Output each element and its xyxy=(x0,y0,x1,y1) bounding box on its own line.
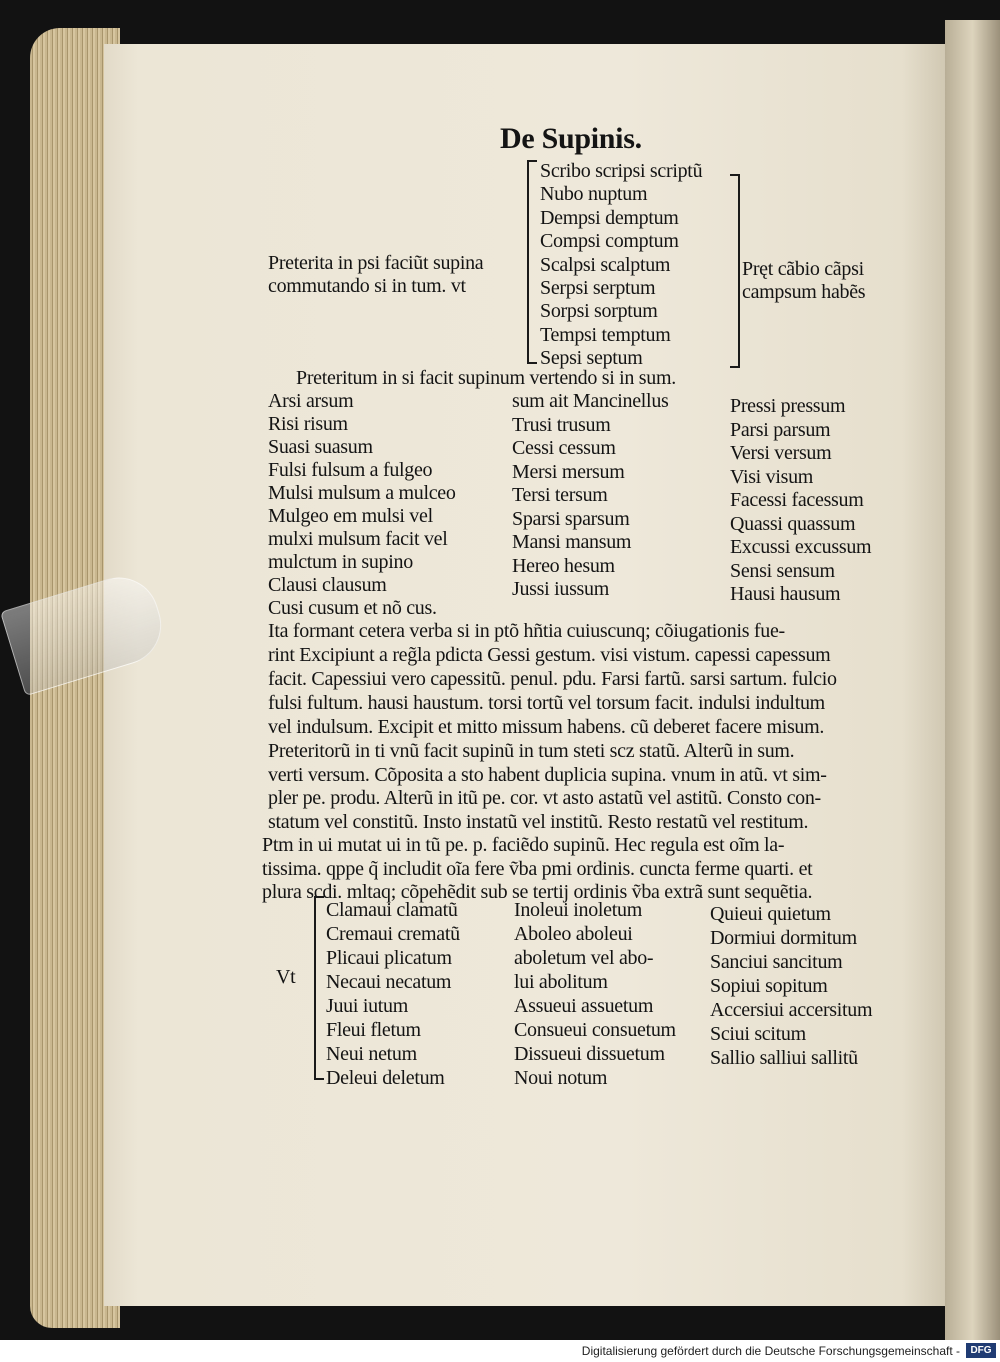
verb-entry: Serpsi serptum xyxy=(540,277,656,299)
text-line: Ita formant cetera verba si in ptõ hñtia cuiuscunq; cõiugationis fue- xyxy=(268,620,785,642)
verb-entry: Scribo scripsi scriptũ xyxy=(540,160,703,182)
verb-entry: Noui notum xyxy=(514,1067,608,1089)
verb-entry: Tersi tersum xyxy=(512,484,608,506)
verb-entry: Sorpsi sorptum xyxy=(540,300,658,323)
verb-entry: Dissueui dissuetum xyxy=(514,1043,665,1065)
verb-entry: Facessi facessum xyxy=(730,489,864,511)
lower-brace xyxy=(314,896,324,1080)
page-title: De Supinis. xyxy=(500,122,642,155)
verb-entry: Suasi suasum xyxy=(268,436,373,458)
verb-entry: Mulsi mulsum a mulceo xyxy=(268,482,456,504)
vt-label: Vt xyxy=(276,966,296,988)
verb-entry: Cessi cessum xyxy=(512,437,616,459)
verb-entry: Parsi parsum xyxy=(730,418,831,441)
verb-entry: lui abolitum xyxy=(514,971,608,993)
verb-entry: Sanciui sancitum xyxy=(710,951,843,973)
verb-entry: aboletum vel abo- xyxy=(514,947,654,969)
dfg-logo: DFG xyxy=(966,1343,996,1358)
verb-entry: Mersi mersum xyxy=(512,460,625,483)
verb-entry: Sensi sensum xyxy=(730,559,835,582)
verb-entry: Sparsi sparsum xyxy=(512,507,630,530)
verb-entry: sum ait Mancinellus xyxy=(512,390,669,412)
right-brace xyxy=(730,174,740,368)
verb-entry: Risi risum xyxy=(268,413,348,435)
verb-entry: Hausi hausum xyxy=(730,583,841,605)
verb-entry: Cusi cusum et nõ cus. xyxy=(268,597,437,619)
verb-entry: Neui netum xyxy=(326,1043,417,1065)
text-line: plura scdi. mltaq; cõpehẽdit sub se tertij ordinis ṽba extrã sunt sequẽtia. xyxy=(262,881,813,903)
footer-credit: Digitalisierung gefördert durch die Deutsche Forschungsgemeinschaft - xyxy=(581,1344,960,1358)
verb-entry: Assueui assuetum xyxy=(514,995,654,1017)
verb-entry: mulctum in supino xyxy=(268,551,413,573)
verb-entry: Scalpsi scalptum xyxy=(540,253,671,276)
text-line: vel indulsum. Excipit et mitto missum habens. cũ deberet facere misum. xyxy=(268,716,825,738)
verb-entry: Aboleo aboleui xyxy=(514,923,633,945)
verb-entry: Mansi mansum xyxy=(512,531,632,553)
verb-entry: Excussi excussum xyxy=(730,536,872,558)
footer-bar xyxy=(0,1340,1000,1362)
text-line: fulsi fultum. hausi haustum. torsi tortũ vel torsum facit. indulsi indultum xyxy=(268,692,825,714)
verb-entry: Clamaui clamatũ xyxy=(326,899,458,921)
intro-line: Preteritum in si facit supinum vertendo si in sum. xyxy=(296,367,676,389)
verb-entry: mulxi mulsum facit vel xyxy=(268,528,448,550)
verb-entry: Nubo nuptum xyxy=(540,183,648,206)
verb-entry: Arsi arsum xyxy=(268,390,354,412)
verb-entry: Consueui consuetum xyxy=(514,1019,676,1041)
verb-entry: Visi visum xyxy=(730,465,814,488)
verb-entry: Mulgeo em mulsi vel xyxy=(268,505,433,527)
text-line: facit. Capessiui vero capessitũ. penul. pdu. Farsi fartũ. sarsi sartum. fulcio xyxy=(268,668,837,690)
verb-entry: Quassi quassum xyxy=(730,512,856,535)
left-note-line-1: Preterita in psi faciũt supina xyxy=(268,252,484,274)
left-note-line-2: commutando si in tum. vt xyxy=(268,275,466,297)
verb-entry: Accersiui accersitum xyxy=(710,999,873,1021)
verb-entry: Clausi clausum xyxy=(268,574,387,596)
verb-entry: Sallio salliui sallitũ xyxy=(710,1047,858,1069)
verb-entry: Pressi pressum xyxy=(730,395,846,417)
verb-entry: Compsi comptum xyxy=(540,230,679,253)
verb-entry: Dempsi demptum xyxy=(540,206,679,229)
verb-entry: Sepsi septum xyxy=(540,347,643,370)
verb-entry: Sciui scitum xyxy=(710,1023,806,1045)
text-line: pler pe. produ. Alterũ in itũ pe. cor. vt asto astatũ vel astitũ. Consto con- xyxy=(268,787,821,809)
verb-entry: Jussi iussum xyxy=(512,578,609,600)
verb-entry: Juui iutum xyxy=(326,995,409,1017)
verb-entry: Fleui fletum xyxy=(326,1019,421,1041)
verb-entry: Tempsi temptum xyxy=(540,323,671,346)
text-line: statum vel constitũ. Insto instatũ vel institũ. Resto restatũ vel restitum. xyxy=(268,810,809,833)
text-line: rint Excipiunt a reg̃la pdicta Gessi gestum. visi vistum. capessi capessum xyxy=(268,644,831,666)
verb-entry: Fulsi fulsum a fulgeo xyxy=(268,459,433,481)
verb-entry: Dormiui dormitum xyxy=(710,927,857,949)
verb-entry: Quieui quietum xyxy=(710,903,831,925)
verb-entry: Versi versum xyxy=(730,442,832,464)
text-line: Preteritorũ in ti vnũ facit supinũ in tum steti scz statũ. Alterũ in sum. xyxy=(268,740,795,762)
verb-entry: Inoleui inoletum xyxy=(514,899,642,921)
verb-entry: Sopiui sopitum xyxy=(710,975,828,997)
right-note-line-2: campsum habẽs xyxy=(742,281,866,303)
text-line: verti versum. Cõposita a sto habent duplicia supina. vnum in atũ. vt sim- xyxy=(268,763,827,786)
verb-entry: Deleui deletum xyxy=(326,1067,445,1089)
verb-entry: Cremaui crematũ xyxy=(326,923,460,945)
verb-entry: Trusi trusum xyxy=(512,413,611,436)
text-line: tissima. qppe q̃ includit oĩa fere ṽba pmi ordinis. cuncta ferme quarti. et xyxy=(262,857,813,880)
left-brace xyxy=(527,160,537,364)
book-gutter xyxy=(945,20,1000,1340)
verb-entry: Plicaui plicatum xyxy=(326,947,452,969)
right-note-line-1: Pręt cãbio cãpsi xyxy=(742,258,864,280)
verb-entry: Hereo hesum xyxy=(512,554,615,577)
verb-entry: Necaui necatum xyxy=(326,971,452,993)
text-line: Ptm in ui mutat ui in tũ pe. p. faciẽdo supinũ. Hec regula est oĩm la- xyxy=(262,834,785,856)
